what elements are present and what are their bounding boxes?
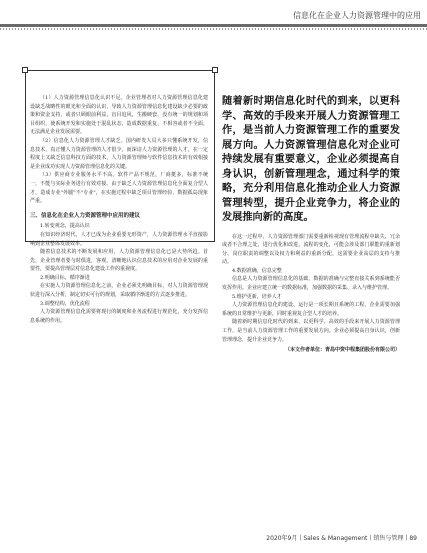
subsection-heading: 4.数据准确，信息完整: [232, 267, 282, 274]
left-column: [30, 94, 208, 325]
paragraph: 随着信息技术的不断发展和应用，人力资源管理信息化已是大势所趋。首先，企业管理者要与时俱进，客观、清晰地认识信息技术的应用对企业发展的重要性，要提高管理层对信息化建设工作的重视度。: [30, 249, 208, 273]
subsection-heading: 1.转变观念，提高认识: [40, 223, 90, 230]
paragraph: 人力资源管理信息化的建设、运行是一项长期且系统的工程，企业需要加强系统的日常维护与更新，同时重视复合型人才的培养。: [222, 302, 400, 317]
paragraph: （1）人力资源管理信息化认识不足。企业管理者对人力资源管理信息化建设缺乏战略性的眼光和全面的认识，导致人力资源管理信息化建设缺少必要的政策和资金支持，或者只顾眼前利益，盲目追风，生搬硬套，没有统一的规划和项目组织，使系统开发和实施处于混乱状态，造成数据重复、不相容或者不全面，无法满足企业发展需要。: [30, 95, 208, 136]
right-column: [222, 94, 400, 355]
paragraph: 信息是人力资源管理信息化的基础。数据的准确与完整直接关系到系统能否发挥作用。企业应建立统一的数据标准，加强数据的采集、录入与维护管理。: [222, 276, 400, 292]
paragraph: （2）信息化人力资源管理人才缺乏。国内研发人员大多只懂系统开发，信息技术，真正懂人力资源管理的人才很少，而深谙人力资源管理的人才，在一定程度上又缺乏信息科技方面的技术，人力资源管理师与软件信息技术的有效相接是企业成功实现人力资源管理信息化的关键。: [30, 137, 208, 170]
paragraph: 在实施人力资源管理信息化之前，企业必须先明确目标，对人力资源管理现状进行深入分析，制定切实可行的规划，采取循序渐进的方式逐步推进。: [30, 283, 208, 299]
box-corner-left: [22, 67, 28, 73]
header-title: 信息化在企业人力资源管理中的应用: [293, 11, 421, 20]
author-note: （本文作者单位：青岛中资中程集团股份有限公司）: [284, 347, 400, 354]
subsection-heading: 2.明确目标，循序渐进: [40, 274, 90, 281]
paragraph: 随着新时期信息化时代的到来，以更科学、高效的手段来开展人力资源管理工作，是当前人力资源管理工作的重要发展方向。企业必须提高自身认识，创新管理理念，提升企业竞争力。: [222, 319, 400, 343]
pull-quote: 随着新时期信息化时代的到来，以更科学、高效的手段来开展人力资源管理工作，是当前人力资源管理工作的重要发展方向。人力资源管理信息化对企业可持续发展有重要意义，企业必须提高自身认识，创新管理理念，通过科学的策略，充分利用信息化推动企业人力资源管理转型，提升企业竞争力，将企业的发展推向新的高度。: [222, 95, 400, 223]
header-dots: [0, 28, 427, 30]
paragraph: 人力资源管理信息化需要将现行的制度和业务流程进行规范化，充分发挥信息系统的作用。: [30, 309, 208, 324]
section-heading: 三、信息化在企业人力资源管理中应用的建议: [30, 212, 141, 219]
paragraph: 在知识经济时代，人才已成为企业重要无形资产，人力资源管理水平直接影响到企业整体发展效率。: [30, 231, 208, 247]
subsection-heading: 3.调整结构，优化流程: [40, 300, 90, 307]
box-corner-right: [212, 67, 218, 73]
paragraph: （3）供应商专业服务水平不高。软件产品不规范，厂商挺多，标准不统一，不能与实际业务进行有效对接。由于缺乏人力资源管理信息化全面复合型人才，造成专业"外腿"不"专业"，在实施过程中缺乏项目管理经验，数据孤岛现象严重。: [30, 172, 208, 205]
paragraph: 在这一过程中，人力资源管理部门需要重新检视现有管理流程中缺失、冗余或者不合理之处，进行优化和改进。流程的变化，可能会涉及部门职能的重新划分、岗位职责的调整以及权力和利益的重新分配，这需要企业高层的支持与推动。: [222, 233, 400, 266]
page-footer: 2020年9月丨Sales & Management丨销售与管理丨89: [266, 535, 417, 542]
header-rule: [0, 24, 427, 27]
subsection-heading: 5.维护更新，培养人才: [232, 293, 282, 300]
